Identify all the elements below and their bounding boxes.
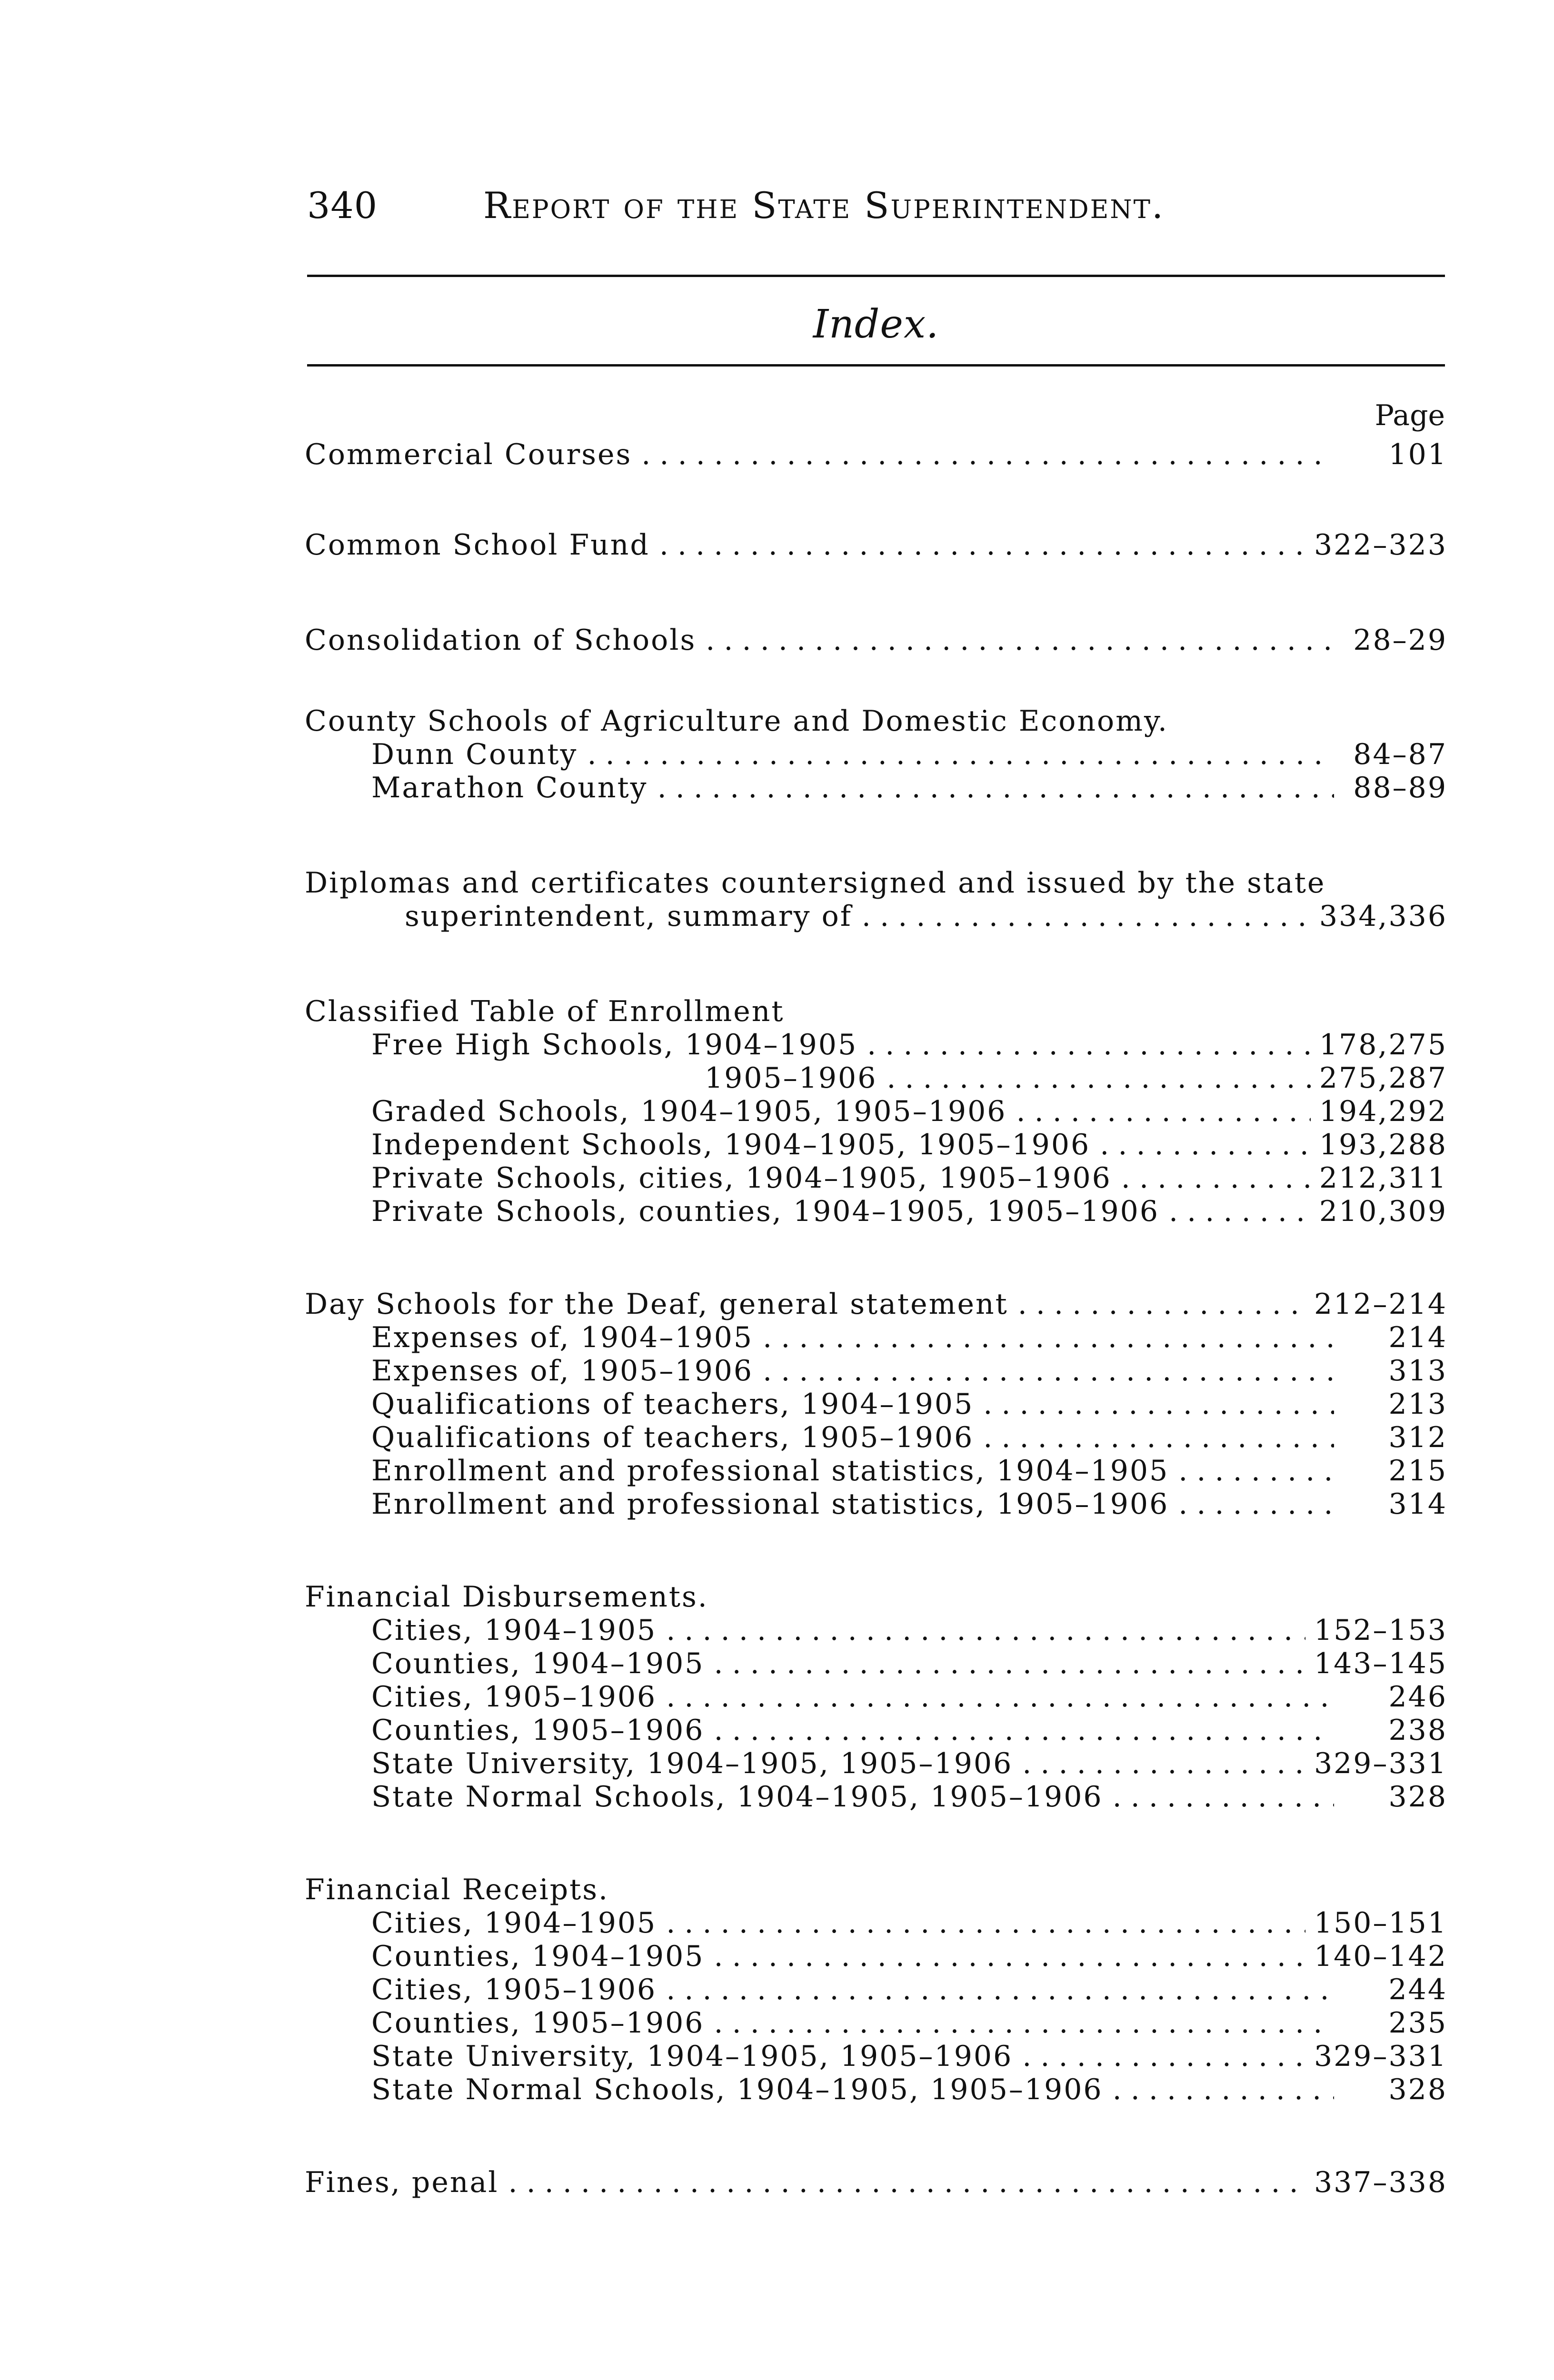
entry-pages: 329–331 xyxy=(1314,1747,1447,1780)
dot-leader xyxy=(1178,1488,1334,1521)
entry-pages: 84–87 xyxy=(1353,738,1447,771)
entry-pages: 212,311 xyxy=(1319,1161,1447,1195)
entry-label: Cities, 1904–1905 xyxy=(371,1614,657,1647)
entry-label: Consolidation of Schools xyxy=(305,624,697,657)
entry-label: Independent Schools, 1904–1905, 1905–1906 xyxy=(371,1128,1091,1161)
entry-pages: 244 xyxy=(1388,1973,1447,2006)
dot-leader xyxy=(887,1061,1310,1095)
entry-label: Commercial Courses xyxy=(305,438,632,471)
entry-pages: 210,309 xyxy=(1319,1195,1447,1228)
entry-label: State Normal Schools, 1904–1905, 1905–1906 xyxy=(371,2073,1103,2106)
entry-label: Qualifications of teachers, 1904–1905 xyxy=(371,1388,974,1421)
index-entry xyxy=(305,738,1447,771)
index-entry xyxy=(305,1161,1447,1195)
index-entry xyxy=(305,2040,1447,2073)
index-group xyxy=(305,438,1447,471)
entry-label: Cities, 1905–1906 xyxy=(371,1973,657,2006)
index-entry xyxy=(305,1488,1447,1521)
dot-leader xyxy=(657,771,1334,804)
index-group xyxy=(305,866,1447,933)
dot-leader xyxy=(763,1354,1334,1388)
dot-leader xyxy=(587,738,1334,771)
group-heading: County Schools of Agriculture and Domestic Economy. xyxy=(305,704,1168,738)
entry-label: Day Schools for the Deaf, general statement xyxy=(305,1288,1008,1321)
index-group xyxy=(305,1873,1447,2106)
entry-label: Dunn County xyxy=(371,738,578,771)
index-entry xyxy=(305,2166,1447,2199)
dot-leader xyxy=(714,2006,1334,2040)
group-heading: Financial Disbursements. xyxy=(305,1580,708,1614)
index-group xyxy=(305,1288,1447,1521)
group-heading: Financial Receipts. xyxy=(305,1873,609,1906)
dot-leader xyxy=(1169,1195,1311,1228)
dot-leader xyxy=(666,1906,1305,1940)
index-entry xyxy=(305,528,1447,562)
dot-leader xyxy=(714,1647,1305,1680)
entry-pages: 213 xyxy=(1388,1388,1447,1421)
entry-pages: 140–142 xyxy=(1314,1940,1447,1973)
index-entry xyxy=(305,1454,1447,1488)
dot-leader xyxy=(1100,1128,1311,1161)
entry-label: State University, 1904–1905, 1905–1906 xyxy=(371,1747,1013,1780)
dot-leader xyxy=(641,438,1334,471)
dot-leader xyxy=(1018,1288,1305,1321)
dot-leader xyxy=(1113,2073,1334,2106)
entry-pages: 214 xyxy=(1388,1321,1447,1354)
entry-label: Expenses of, 1904–1905 xyxy=(371,1321,754,1354)
entry-pages: 150–151 xyxy=(1314,1906,1447,1940)
entry-label: Counties, 1904–1905 xyxy=(371,1647,705,1680)
index-entry xyxy=(305,1061,1447,1095)
entry-label: superintendent, summary of xyxy=(405,900,852,933)
page-column-label: Page xyxy=(1375,399,1445,432)
index-entry xyxy=(305,1354,1447,1388)
index-entry xyxy=(305,1647,1447,1680)
entry-pages: 193,288 xyxy=(1319,1128,1447,1161)
dot-leader xyxy=(983,1388,1334,1421)
index-entry xyxy=(305,1940,1447,1973)
dot-leader xyxy=(714,1714,1334,1747)
index-entry xyxy=(305,1780,1447,1814)
entry-label: 1905–1906 xyxy=(705,1061,877,1095)
dot-leader xyxy=(1022,1747,1305,1780)
index-group xyxy=(305,528,1447,562)
index-entry xyxy=(305,1028,1447,1061)
entry-label: Counties, 1905–1906 xyxy=(371,2006,705,2040)
entry-pages: 28–29 xyxy=(1353,624,1447,657)
index-entry xyxy=(305,438,1447,471)
index-entry xyxy=(305,1128,1447,1161)
entry-label: Private Schools, counties, 1904–1905, 1905–1906 xyxy=(371,1195,1160,1228)
entry-pages: 322–323 xyxy=(1314,528,1447,562)
entry-pages: 238 xyxy=(1388,1714,1447,1747)
index-entry xyxy=(305,900,1447,933)
dot-leader xyxy=(508,2166,1305,2199)
entry-pages: 88–89 xyxy=(1353,771,1447,804)
entry-pages: 194,292 xyxy=(1319,1095,1447,1128)
index-title: Index. xyxy=(813,302,939,347)
dot-leader xyxy=(867,1028,1311,1061)
entry-pages: 329–331 xyxy=(1314,2040,1447,2073)
page-number: 340 xyxy=(307,184,378,227)
entry-label: Cities, 1904–1905 xyxy=(371,1906,657,1940)
entry-label: Private Schools, cities, 1904–1905, 1905–1906 xyxy=(371,1161,1112,1195)
entry-pages: 215 xyxy=(1388,1454,1447,1488)
entry-label: Graded Schools, 1904–1905, 1905–1906 xyxy=(371,1095,1007,1128)
dot-leader xyxy=(706,624,1334,657)
dot-leader xyxy=(1121,1161,1311,1195)
dot-leader xyxy=(1178,1454,1334,1488)
index-entry xyxy=(305,624,1447,657)
dot-leader xyxy=(862,900,1311,933)
entry-label: Fines, penal xyxy=(305,2166,499,2199)
bottom-rule xyxy=(307,364,1445,367)
entry-pages: 328 xyxy=(1388,1780,1447,1814)
entry-pages: 314 xyxy=(1388,1488,1447,1521)
index-list xyxy=(305,438,1447,2199)
index-entry xyxy=(305,2006,1447,2040)
index-entry xyxy=(305,1614,1447,1647)
entry-pages: 246 xyxy=(1388,1680,1447,1714)
entry-label: Counties, 1904–1905 xyxy=(371,1940,705,1973)
index-entry xyxy=(305,1421,1447,1454)
dot-leader xyxy=(666,1680,1334,1714)
entry-pages: 235 xyxy=(1388,2006,1447,2040)
entry-label: State University, 1904–1905, 1905–1906 xyxy=(371,2040,1013,2073)
index-entry xyxy=(305,1095,1447,1128)
entry-label: Cities, 1905–1906 xyxy=(371,1680,657,1714)
dot-leader xyxy=(983,1421,1334,1454)
index-group xyxy=(305,624,1447,657)
index-entry xyxy=(305,1680,1447,1714)
entry-label: State Normal Schools, 1904–1905, 1905–1906 xyxy=(371,1780,1103,1814)
index-entry xyxy=(305,1321,1447,1354)
entry-label: Enrollment and professional statistics, 1905–1906 xyxy=(371,1488,1169,1521)
entry-pages: 178,275 xyxy=(1319,1028,1447,1061)
index-group xyxy=(305,704,1447,804)
dot-leader xyxy=(714,1940,1305,1973)
index-entry xyxy=(305,1973,1447,2006)
entry-pages: 313 xyxy=(1388,1354,1447,1388)
entry-pages: 334,336 xyxy=(1319,900,1447,933)
group-heading: Diplomas and certificates countersigned and issued by the state xyxy=(305,866,1326,900)
dot-leader xyxy=(1022,2040,1305,2073)
index-entry xyxy=(305,2073,1447,2106)
entry-pages: 212–214 xyxy=(1314,1288,1447,1321)
index-entry xyxy=(305,1195,1447,1228)
index-group xyxy=(305,2166,1447,2199)
entry-pages: 328 xyxy=(1388,2073,1447,2106)
entry-pages: 275,287 xyxy=(1319,1061,1447,1095)
index-group xyxy=(305,1580,1447,1814)
entry-label: Qualifications of teachers, 1905–1906 xyxy=(371,1421,974,1454)
index-entry xyxy=(305,1714,1447,1747)
entry-label: Marathon County xyxy=(371,771,648,804)
page-header xyxy=(307,177,1445,234)
dot-leader xyxy=(1016,1095,1310,1128)
dot-leader xyxy=(659,528,1305,562)
dot-leader xyxy=(666,1614,1305,1647)
entry-label: Expenses of, 1905–1906 xyxy=(371,1354,754,1388)
top-rule xyxy=(307,275,1445,277)
entry-label: Free High Schools, 1904–1905 xyxy=(371,1028,858,1061)
group-heading: Classified Table of Enrollment xyxy=(305,995,785,1028)
entry-pages: 337–338 xyxy=(1314,2166,1447,2199)
index-entry xyxy=(305,771,1447,804)
index-entry xyxy=(305,1288,1447,1321)
running-head: Report of the State Superintendent. xyxy=(483,184,1165,227)
index-group xyxy=(305,995,1447,1228)
dot-leader xyxy=(1113,1780,1334,1814)
dot-leader xyxy=(763,1321,1334,1354)
entry-pages: 143–145 xyxy=(1314,1647,1447,1680)
entry-label: Counties, 1905–1906 xyxy=(371,1714,705,1747)
entry-pages: 312 xyxy=(1388,1421,1447,1454)
entry-pages: 101 xyxy=(1388,438,1447,471)
entry-label: Enrollment and professional statistics, 1904–1905 xyxy=(371,1454,1169,1488)
entry-label: Common School Fund xyxy=(305,528,650,562)
index-entry xyxy=(305,1388,1447,1421)
entry-pages: 152–153 xyxy=(1314,1614,1447,1647)
index-entry xyxy=(305,1906,1447,1940)
index-entry xyxy=(305,1747,1447,1780)
dot-leader xyxy=(666,1973,1334,2006)
